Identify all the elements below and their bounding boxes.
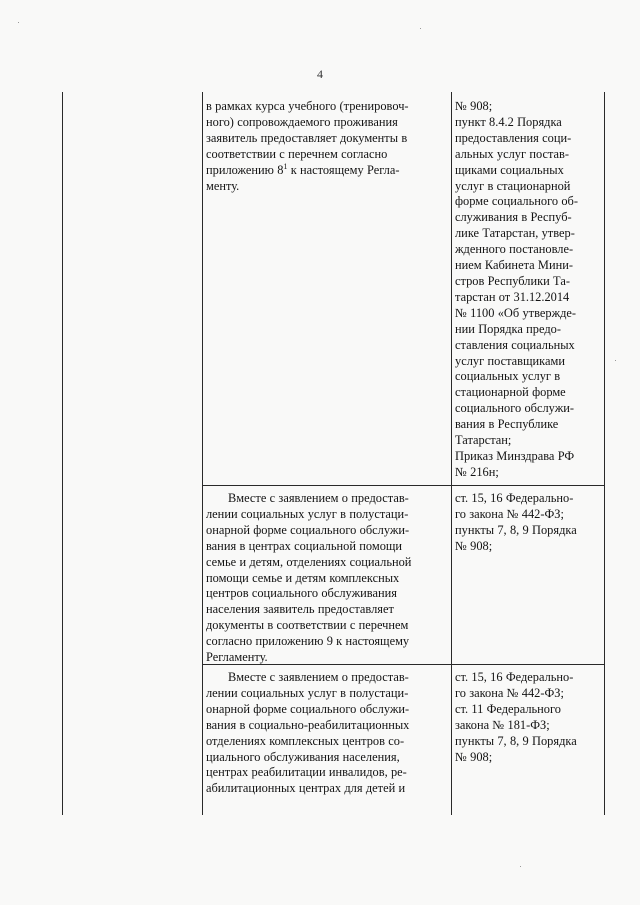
services-table	[62, 92, 605, 815]
column-divider-1	[202, 92, 203, 815]
row-3-description: Вместе с заявлением о предостав- лении социальных услуг в полустаци- онарной форме социального обслужи- вания в социально-реабилитационных отделениях комплексных центров со- циального обслуживания населения, центрах реабилитации инвалидов, ре- абилитационных центрах для детей и	[206, 670, 410, 796]
table-left-border	[62, 92, 63, 815]
column-divider-2	[451, 92, 452, 815]
row-2-description: Вместе с заявлением о предостав- лении социальных услуг в полустаци- онарной форме социального обслужи- вания в центрах социальной помощи семье и детям, отделениях социальной помощи семье и детям комплексных центров социального обслуживания населения заявитель предоставляет документы в соответствии с перечнем согласно приложению 9 к настоящему Регламенту.	[206, 491, 412, 665]
scan-speck	[520, 866, 521, 867]
scan-speck	[18, 22, 19, 23]
row-1-description: в рамках курса учебного (тренировоч- ного) сопровождаемого проживания заявитель предоставляет документы в соответствии с перечнем согласно приложению $8^1$ к настоящему Регла- менту.	[206, 99, 450, 194]
row-3-legal-basis: ст. 15, 16 Федерально- го закона № 442-ФЗ; ст. 11 Федерального закона № 181-ФЗ; пункты 7, 8, 9 Порядка № 908;	[455, 670, 577, 764]
scan-speck	[615, 360, 616, 361]
scan-speck	[420, 28, 421, 29]
page-number: 4	[317, 67, 323, 81]
row-separator-1	[202, 485, 605, 486]
table-right-border	[604, 92, 605, 815]
row-2-legal-basis: ст. 15, 16 Федерально- го закона № 442-ФЗ; пункты 7, 8, 9 Порядка № 908;	[455, 491, 577, 553]
row-1-legal-basis: № 908; пункт 8.4.2 Порядка предоставления соци- альных услуг постав- щиками социальных услуг в стационарной форме социального об- служивания в Респуб- лике Татарстан, утвер- жденного постановле- нием Кабинета Мини- стров Республики Та- тарстан от 31.12.2014 № 1100 «Об утвержде- нии Порядка предо- ставления социальных услуг поставщиками социальных услуг в стационарной форме социального обслужи- вания в Республике Татарстан; Приказ Минздрава РФ № 216н;	[455, 99, 578, 479]
appendix-8-1-line: приложению $8^1$ к настоящему Регла-	[206, 161, 400, 177]
